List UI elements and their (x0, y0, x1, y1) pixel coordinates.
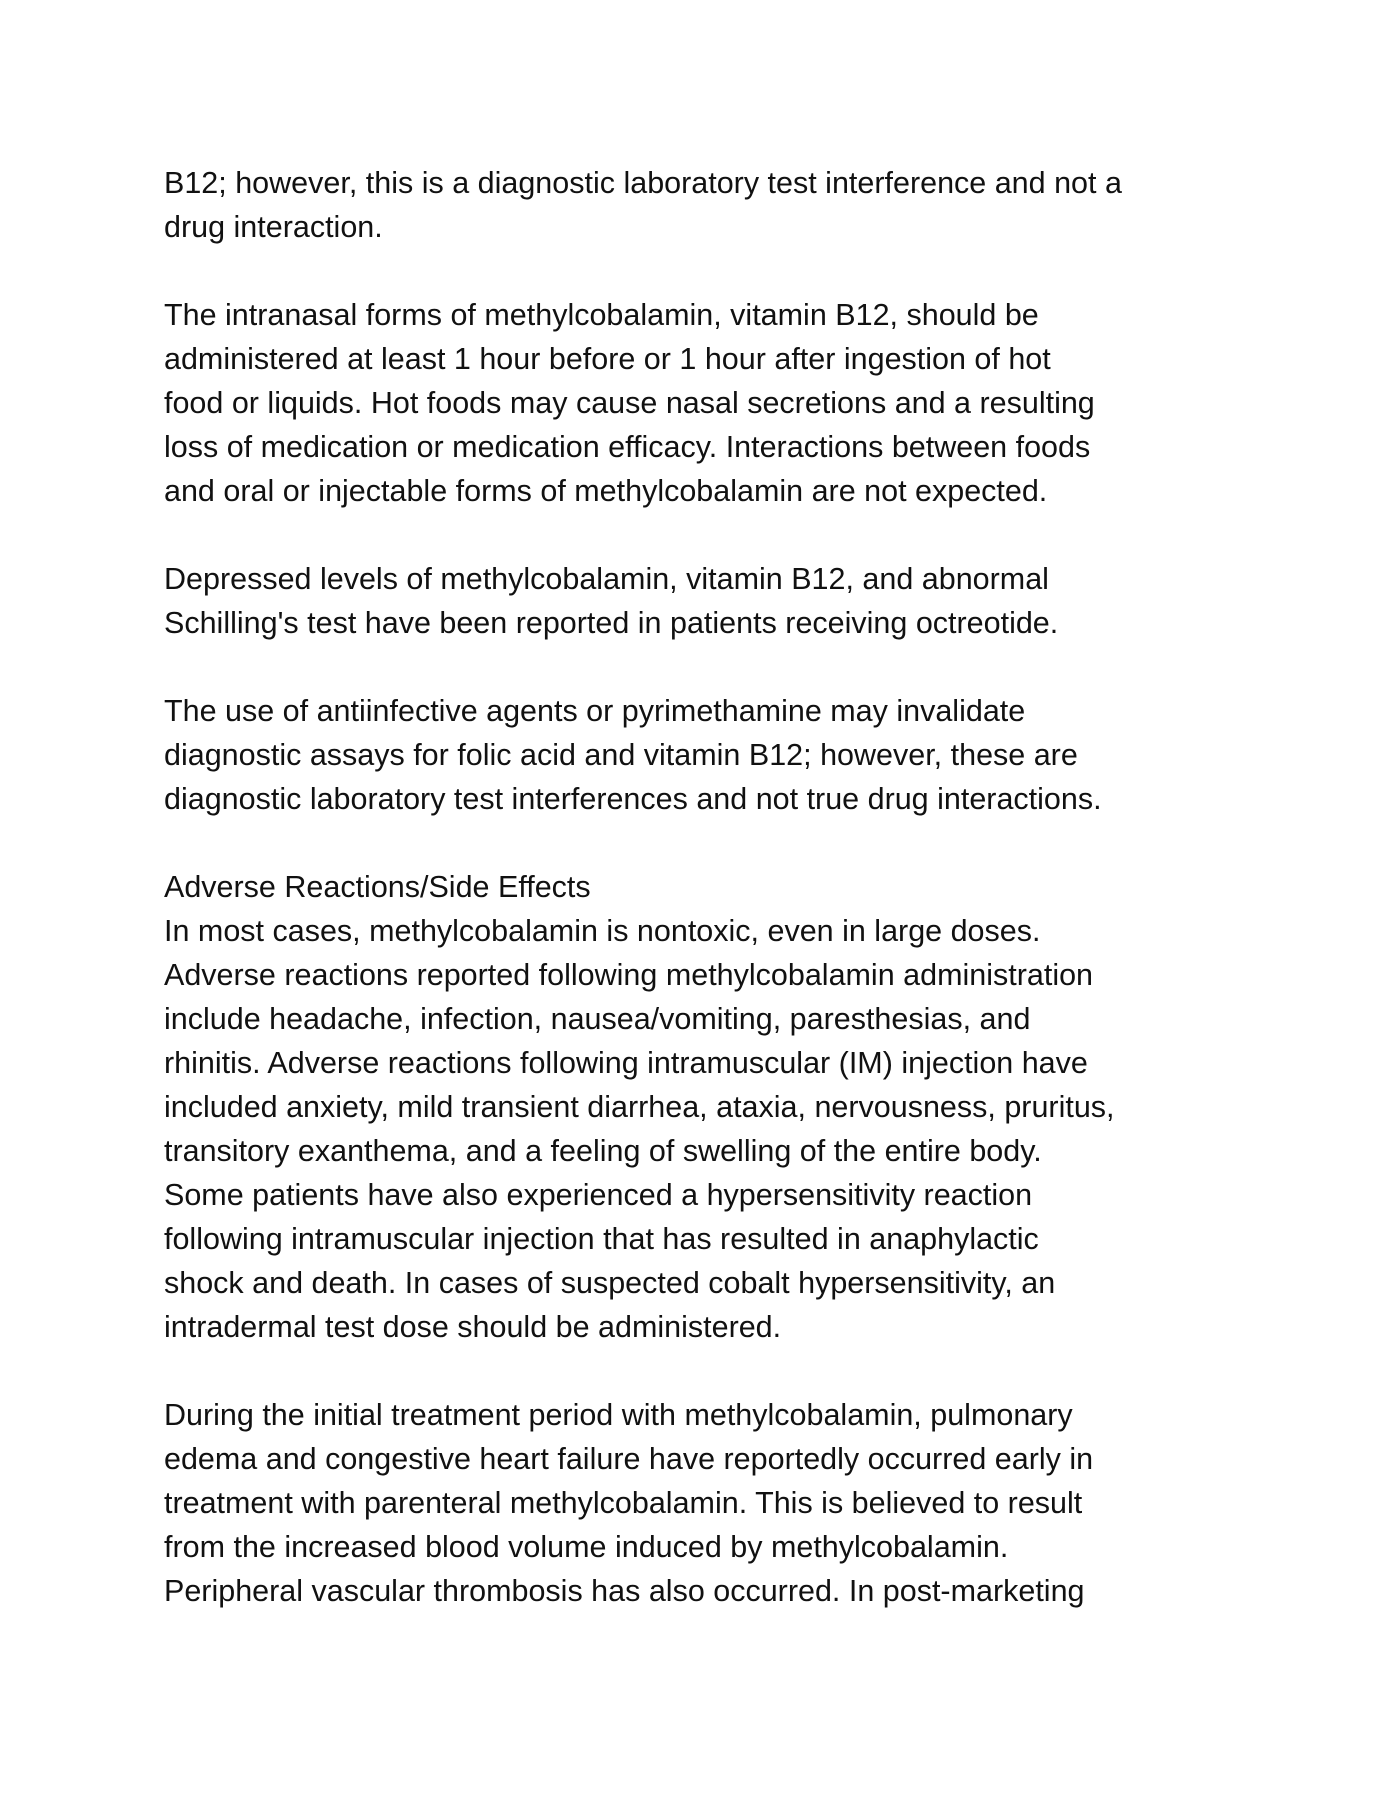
text-line: from the increased blood volume induced by methylcobalamin. (164, 1530, 1009, 1564)
text-line: loss of medication or medication efficacy. Interactions between foods (164, 430, 1091, 464)
text-line: B12; however, this is a diagnostic laboratory test interference and not a (164, 166, 1122, 200)
text-line: and oral or injectable forms of methylcobalamin are not expected. (164, 474, 1048, 508)
text-line: The intranasal forms of methylcobalamin, vitamin B12, should be (164, 298, 1039, 332)
paragraph-intranasal-forms (164, 293, 1244, 513)
text-line: shock and death. In cases of suspected cobalt hypersensitivity, an (164, 1266, 1056, 1300)
text-line: The use of antiinfective agents or pyrimethamine may invalidate (164, 694, 1026, 728)
text-line: edema and congestive heart failure have reportedly occurred early in (164, 1442, 1094, 1476)
paragraph-antiinfective-agents (164, 689, 1244, 821)
text-line: included anxiety, mild transient diarrhea, ataxia, nervousness, pruritus, (164, 1090, 1115, 1124)
text-line: Peripheral vascular thrombosis has also occurred. In post-marketing (164, 1574, 1085, 1608)
text-line: include headache, infection, nausea/vomiting, paresthesias, and (164, 1002, 1031, 1036)
text-line: transitory exanthema, and a feeling of swelling of the entire body. (164, 1134, 1042, 1168)
text-line: drug interaction. (164, 210, 383, 244)
text-line: Adverse reactions reported following methylcobalamin administration (164, 958, 1094, 992)
text-line: In most cases, methylcobalamin is nontoxic, even in large doses. (164, 914, 1041, 948)
section-adverse-reactions (164, 865, 1244, 1349)
section-heading: Adverse Reactions/Side Effects (164, 870, 591, 904)
document-page (164, 161, 1244, 1613)
paragraph-initial-treatment (164, 1393, 1244, 1613)
paragraph-lab-interference (164, 161, 1244, 249)
text-line: diagnostic assays for folic acid and vitamin B12; however, these are (164, 738, 1078, 772)
text-line: Some patients have also experienced a hypersensitivity reaction (164, 1178, 1033, 1212)
text-line: treatment with parenteral methylcobalamin. This is believed to result (164, 1486, 1083, 1520)
text-line: food or liquids. Hot foods may cause nasal secretions and a resulting (164, 386, 1095, 420)
paragraph-depressed-levels (164, 557, 1244, 645)
text-line: rhinitis. Adverse reactions following intramuscular (IM) injection have (164, 1046, 1088, 1080)
text-line: During the initial treatment period with methylcobalamin, pulmonary (164, 1398, 1073, 1432)
text-line: diagnostic laboratory test interferences and not true drug interactions. (164, 782, 1102, 816)
text-line: administered at least 1 hour before or 1 hour after ingestion of hot (164, 342, 1051, 376)
text-line: intradermal test dose should be administered. (164, 1310, 782, 1344)
text-line: following intramuscular injection that has resulted in anaphylactic (164, 1222, 1039, 1256)
text-line: Schilling's test have been reported in patients receiving octreotide. (164, 606, 1059, 640)
text-line: Depressed levels of methylcobalamin, vitamin B12, and abnormal (164, 562, 1049, 596)
